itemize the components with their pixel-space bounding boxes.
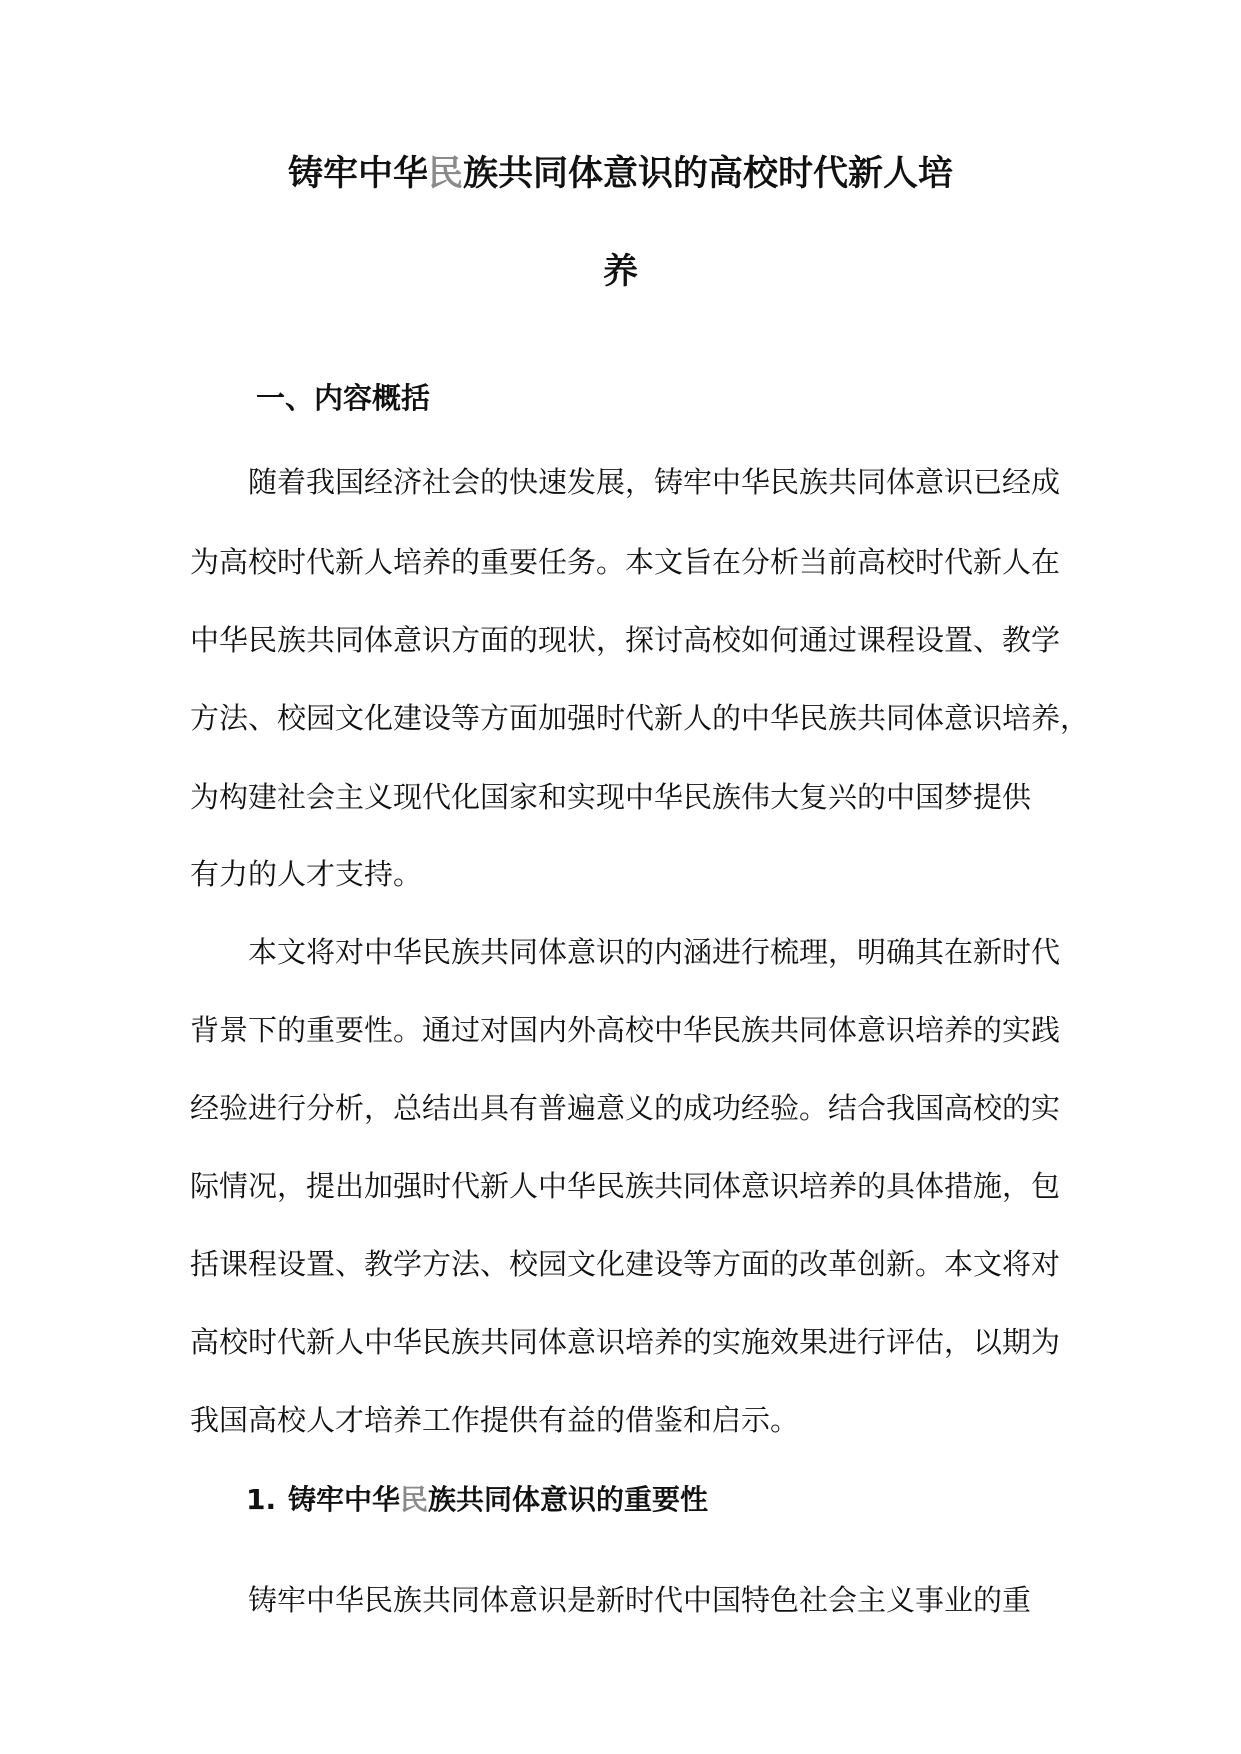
paragraph-line: 本文将对中华民族共同体意识的内涵进行梳理，明确其在新时代 <box>248 935 1061 969</box>
paragraph-line: 有力的人才支持。 <box>190 857 423 891</box>
paragraph-line: 方法、校园文化建设等方面加强时代新人的中华民族共同体意识培养， <box>190 701 1090 735</box>
paragraph-line: 中华民族共同体意识方面的现状，探讨高校如何通过课程设置、教学 <box>190 623 1061 657</box>
subsection-number: 1. <box>246 1483 277 1516</box>
subsection-heading-importance <box>246 1482 708 1518</box>
paragraph-line: 我国高校人才培养工作提供有益的借鉴和启示。 <box>190 1403 800 1437</box>
paragraph-line: 际情况，提出加强时代新人中华民族共同体意识培养的具体措施，包 <box>190 1169 1061 1203</box>
section-heading-overview: 一、内容概括 <box>256 381 431 415</box>
title-text-pre: 铸牢中华 <box>287 154 428 194</box>
paragraph-line: 经验进行分析，总结出具有普遍意义的成功经验。结合我国高校的实 <box>190 1091 1061 1125</box>
paragraph-line: 为高校时代新人培养的重要任务。本文旨在分析当前高校时代新人在 <box>190 545 1061 579</box>
paragraph-line: 高校时代新人中华民族共同体意识培养的实施效果进行评估，以期为 <box>190 1325 1061 1359</box>
subsection-heading-pre: 铸牢中华 <box>288 1483 401 1516</box>
paragraph-line: 铸牢中华民族共同体意识是新时代中国特色社会主义事业的重 <box>248 1583 1032 1617</box>
title-text-post: 族共同体意识的高校时代新人培 <box>463 154 954 194</box>
paragraph-line: 背景下的重要性。通过对国内外高校中华民族共同体意识培养的实践 <box>190 1013 1061 1047</box>
subsection-heading-post: 族共同体意识的重要性 <box>428 1483 709 1516</box>
title-highlighted-char: 民 <box>427 154 463 194</box>
document-title-line-2: 养 <box>602 252 638 292</box>
document-title-line-1 <box>0 154 1241 194</box>
paragraph-line: 括课程设置、教学方法、校园文化建设等方面的改革创新。本文将对 <box>190 1247 1061 1281</box>
paragraph-line: 随着我国经济社会的快速发展，铸牢中华民族共同体意识已经成 <box>248 465 1061 499</box>
subsection-highlighted-char: 民 <box>400 1483 429 1516</box>
paragraph-line: 为构建社会主义现代化国家和实现中华民族伟大复兴的中国梦提供 <box>190 780 1032 814</box>
